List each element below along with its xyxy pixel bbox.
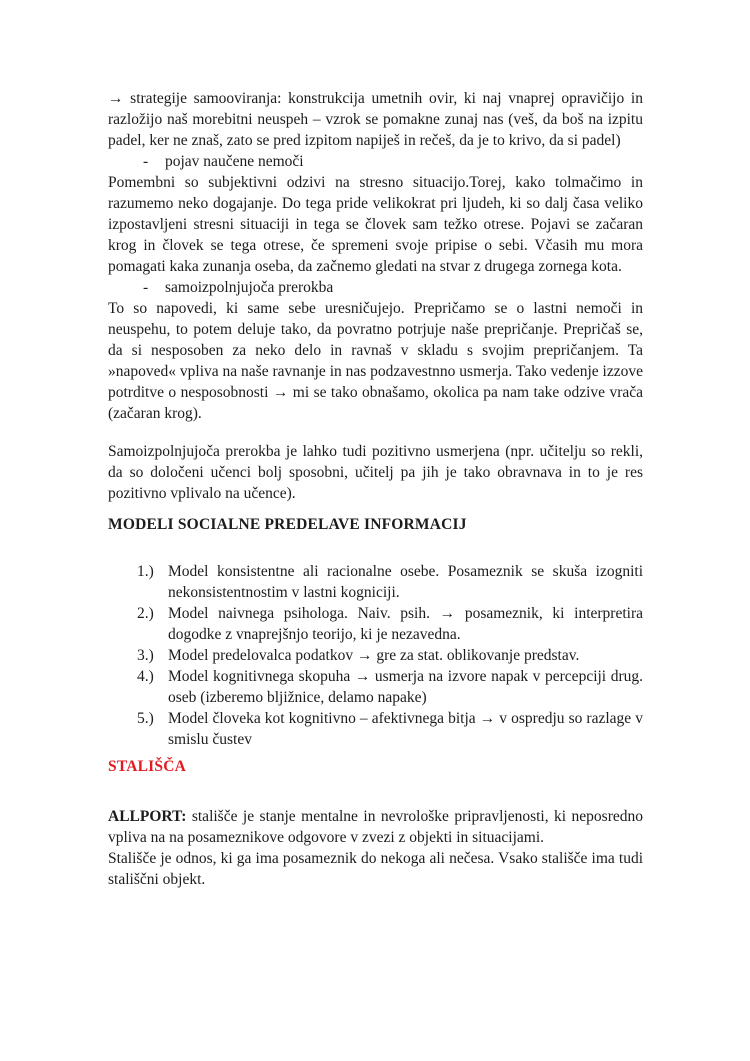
list-item xyxy=(108,561,643,603)
allport-label: ALLPORT: xyxy=(108,808,187,825)
list-item-number: 5.) xyxy=(137,710,154,727)
bullet-learned-helplessness xyxy=(108,151,643,172)
bullet-dash: - xyxy=(143,279,149,296)
bullet-dash: - xyxy=(143,153,149,170)
paragraph-attitude-definition: Stališče je odnos, ki ga ima posameznik do nekoga ali nečesa. Vsako stališče ima tudi stališčni objekt. xyxy=(108,850,643,888)
list-item-number: 3.) xyxy=(137,647,154,664)
list-item xyxy=(108,708,643,750)
bullet-label: pojav naučene nemoči xyxy=(165,153,304,170)
list-item-text: Model naivnega psihologa. Naiv. psih. → posameznik, ki interpretira dogodke z vnaprejšnjo teorijo, ki je nezavedna. xyxy=(168,605,643,643)
list-item-text: Model konsistentne ali racionalne osebe. Posameznik se skuša izogniti nekonsistentnostim v lastni kogniciji. xyxy=(168,563,643,601)
paragraph-stress-response: Pomembni so subjektivni odzivi na stresno situacijo.Torej, kako tolmačimo in razumemo neko dogajanje. Do tega pride velikokrat pri ljudeh, ki so dalj časa veliko izpostavljeni stresni situaciji in tega se človek sam težko otrese. Pojavi se začaran krog in človek se tega otrese, če spremeni svoje pripise o sebi. Včasih mu mora pomagati kaka zunanja oseba, da začnemo gledati na stvar z drugega zornega kota. xyxy=(108,174,643,275)
heading-models-of-social-information-processing: MODELI SOCIALNE PREDELAVE INFORMACIJ xyxy=(108,516,467,533)
paragraph-self-handicapping: → strategije samooviranja: konstrukcija umetnih ovir, ki naj vnaprej opravičijo in razložijo naš morebitni neuspeh – vzrok se pomakne zunaj nas (veš, da boš na izpitu padel, ker ne znaš, zato se pred izpitom napiješ in rečeš, da je to krivo, da si padel) xyxy=(108,90,643,149)
list-item xyxy=(108,666,643,708)
list-item xyxy=(108,603,643,645)
bullet-label: samoizpolnjujoča prerokba xyxy=(165,279,334,296)
list-item xyxy=(108,645,643,666)
list-item-text: Model kognitivnega skopuha → usmerja na izvore napak v percepciji drug. oseb (izberemo bljižnice, delamo napake) xyxy=(168,668,643,706)
heading-attitudes: STALIŠČA xyxy=(108,758,186,775)
paragraph-allport-definition xyxy=(108,806,643,848)
list-item-number: 1.) xyxy=(137,563,154,580)
list-item-text: Model predelovalca podatkov → gre za stat. oblikovanje predstav. xyxy=(168,647,580,664)
allport-definition-text: stališče je stanje mentalne in nevrološke pripravljenosti, ki neposredno vpliva na na posameznikove odgovore v zvezi z objekti in situacijami. xyxy=(108,808,643,846)
bullet-self-fulfilling-prophecy xyxy=(108,277,643,298)
list-item-number: 2.) xyxy=(137,605,154,622)
list-item-text: Model človeka kot kognitivno – afektivnega bitja → v ospredju so razlage v smislu čustev xyxy=(168,710,643,748)
list-item-number: 4.) xyxy=(137,668,154,685)
models-numbered-list xyxy=(108,561,643,750)
paragraph-prophecy-explanation: To so napovedi, ki same sebe uresničujejo. Prepričamo se o lastni nemoči in neuspehu, to potem deluje tako, da povratno potrjuje naše prepričanje. Prepričaš se, da si nesposoben za neko delo in ravnaš v skladu s svojim prepričanjem. Ta »napoved« vpliva na naše ravnanje in nas podzavestnno usmerja. Tako vedenje izzove potrditve o nesposobnosti → mi se tako obnašamo, okolica pa nam take odzive vrača (začaran krog). xyxy=(108,300,643,422)
paragraph-positive-prophecy: Samoizpolnjujoča prerokba je lahko tudi pozitivno usmerjena (npr. učitelju so rekli, da so določeni učenci bolj sposobni, učitelj pa jih je tako obravnava in to je res pozitivno vplivalo na učence). xyxy=(108,443,643,502)
